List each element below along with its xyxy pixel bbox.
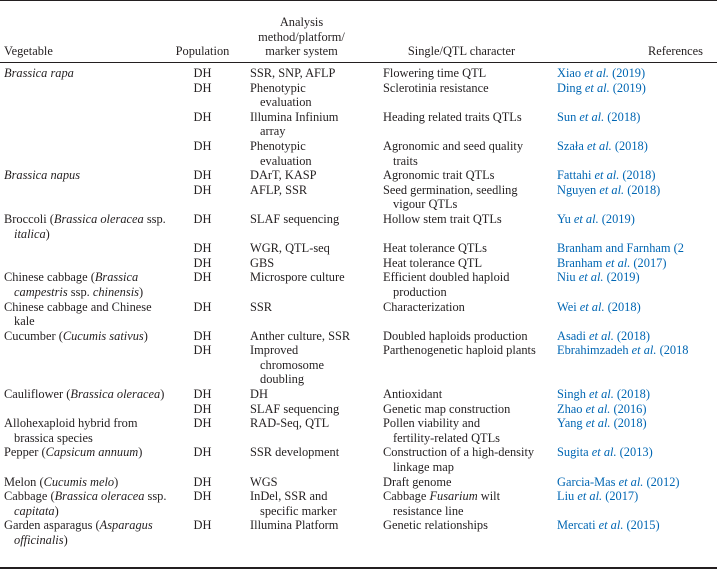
table-row <box>0 256 717 271</box>
table-row <box>0 81 717 110</box>
population-cell: DH <box>193 343 212 358</box>
trait-cell: Cabbage Fusarium wilt resistance line <box>383 489 501 518</box>
reference-link[interactable]: Asadi et al. (2018) <box>557 328 650 343</box>
table-row <box>0 168 717 183</box>
method-cell: GBS <box>250 255 275 270</box>
method-cell: Illumina Platform <box>250 518 339 533</box>
reference-cell[interactable] <box>555 329 717 344</box>
reference-link[interactable]: Garcia-Mas et al. (2012) <box>557 474 680 489</box>
method-cell: SSR, SNP, AFLP <box>250 66 336 80</box>
reference-cell[interactable] <box>555 300 717 329</box>
header-method-line1: Analysis <box>279 15 324 30</box>
reference-cell[interactable] <box>555 81 717 110</box>
method-cell: SSR development <box>250 445 340 460</box>
reference-cell[interactable] <box>555 402 717 417</box>
reference-link[interactable]: Ding et al. (2019) <box>557 80 646 95</box>
table-row <box>0 241 717 256</box>
method-cell: Microspore culture <box>250 270 345 285</box>
population-cell: DH <box>193 109 212 124</box>
method-cell: DArT, KASP <box>250 168 317 183</box>
reference-cell[interactable] <box>555 518 717 547</box>
header-method-line3: marker system <box>265 44 338 59</box>
method-cell: WGR, QTL-seq <box>250 241 330 256</box>
table-row <box>0 387 717 402</box>
trait-cell: Efficient doubled haploid production <box>383 270 510 299</box>
vegetable-cell <box>0 168 170 183</box>
method-cell: Phenotypic evaluation <box>250 138 312 168</box>
method-cell: DH <box>250 387 268 402</box>
header-rule <box>0 62 717 63</box>
table-row <box>0 66 717 81</box>
table-row <box>0 212 717 241</box>
vegetable-cell <box>0 402 170 417</box>
reference-cell[interactable] <box>555 387 717 402</box>
method-cell: Anther culture, SSR <box>250 328 351 343</box>
population-cell: DH <box>193 328 212 343</box>
population-cell: DH <box>193 138 212 153</box>
table-header <box>0 4 717 62</box>
population-cell: DH <box>193 474 212 489</box>
method-cell: SSR <box>250 299 273 314</box>
population-cell: DH <box>193 211 212 226</box>
trait-cell: Draft genome <box>383 474 452 489</box>
reference-cell[interactable] <box>555 183 717 212</box>
trait-cell: Seed germination, seedling vigour QTLs <box>383 182 518 212</box>
population-cell: DH <box>193 299 212 314</box>
table-row <box>0 329 717 344</box>
header-population: Population <box>175 44 230 59</box>
trait-cell: Characterization <box>383 299 465 314</box>
vegetable-cell <box>0 183 170 212</box>
vegetable-cell: Cauliflower (Brassica oleracea) <box>4 387 165 402</box>
reference-link[interactable]: Xiao et al. (2019) <box>557 66 646 80</box>
reference-cell[interactable] <box>555 343 717 387</box>
vegetable-cell: Allohexaploid hybrid from brassica species <box>4 416 138 445</box>
reference-link[interactable]: Wei et al. (2018) <box>557 299 641 314</box>
trait-cell: Parthenogenetic haploid plants <box>383 343 536 358</box>
reference-link[interactable]: Sun et al. (2018) <box>557 109 641 124</box>
population-cell: DH <box>193 66 212 80</box>
vegetable-cell: Pepper (Capsicum annuum) <box>4 445 143 460</box>
table-row <box>0 343 717 387</box>
trait-cell: Flowering time QTL <box>383 66 487 80</box>
reference-link[interactable]: Fattahi et al. (2018) <box>557 168 656 183</box>
reference-link[interactable]: Branham and Farnham (2 <box>557 241 684 256</box>
population-cell: DH <box>193 387 212 402</box>
reference-link[interactable]: Zhao et al. (2016) <box>557 401 647 416</box>
table-row <box>0 270 717 299</box>
table-row <box>0 402 717 417</box>
top-rule <box>0 0 717 1</box>
species-name: Brassica rapa <box>4 66 74 80</box>
population-cell: DH <box>193 445 212 460</box>
reference-cell[interactable] <box>555 110 717 139</box>
population-cell: DH <box>193 401 212 416</box>
table-row <box>0 110 717 139</box>
table-row <box>0 489 717 518</box>
vegetable-cell: Broccoli (Brassica oleracea ssp. italica) <box>4 211 166 241</box>
table-row <box>0 518 717 547</box>
reference-cell[interactable] <box>555 212 717 241</box>
population-cell: DH <box>193 270 212 285</box>
vegetable-cell <box>0 241 170 256</box>
method-cell: Improved chromosome doubling <box>250 343 325 387</box>
population-cell: DH <box>193 416 212 431</box>
trait-cell: Genetic relationships <box>383 518 488 533</box>
table-row <box>0 300 717 329</box>
reference-cell[interactable] <box>555 475 717 490</box>
method-cell: RAD-Seq, QTL <box>250 416 330 431</box>
vegetable-cell <box>0 110 170 139</box>
vegetable-cell <box>0 139 170 168</box>
trait-cell: Genetic map construction <box>383 401 511 416</box>
reference-cell[interactable] <box>555 168 717 183</box>
vegetable-cell <box>0 66 170 81</box>
table-row <box>0 475 717 490</box>
vegetable-cell <box>0 343 170 387</box>
reference-link[interactable]: Niu et al. (2019) <box>557 270 640 285</box>
trait-cell: Heat tolerance QTL <box>383 255 483 270</box>
vegetable-cell: Cucumber (Cucumis sativus) <box>4 328 148 343</box>
vegetable-cell: Chinese cabbage (Brassica campestris ssp. chinensis) <box>4 270 144 299</box>
header-references: References <box>647 44 703 59</box>
population-cell: DH <box>193 168 212 183</box>
population-cell: DH <box>193 241 212 256</box>
header-vegetable: Vegetable <box>4 44 53 59</box>
reference-link[interactable]: Szała et al. (2018) <box>557 138 648 153</box>
reference-cell[interactable] <box>555 270 717 299</box>
species-name: Brassica napus <box>4 168 81 183</box>
population-cell: DH <box>193 489 212 504</box>
header-method <box>235 4 368 62</box>
header-trait: Single/QTL character <box>407 44 516 59</box>
trait-cell: Pollen viability and fertility-related QTLs <box>383 416 500 445</box>
reference-link[interactable]: Yang et al. (2018) <box>557 416 647 431</box>
method-cell: Illumina Infinium array <box>250 109 339 139</box>
vegetable-cell: Melon (Cucumis melo) <box>4 474 119 489</box>
table-row <box>0 139 717 168</box>
reference-link[interactable]: Ebrahimzadeh et al. (2018 <box>557 343 689 358</box>
population-cell: DH <box>193 255 212 270</box>
trait-cell: Antioxidant <box>383 387 443 402</box>
trait-cell: Doubled haploids production <box>383 328 528 343</box>
vegetable-cell: Chinese cabbage and Chinese kale <box>4 299 152 329</box>
reference-link[interactable]: Sugita et al. (2013) <box>557 445 653 460</box>
reference-link[interactable]: Yu et al. (2019) <box>557 211 635 226</box>
method-cell: InDel, SSR and specific marker <box>250 489 337 518</box>
reference-link[interactable]: Singh et al. (2018) <box>557 387 650 402</box>
population-cell: DH <box>193 80 212 95</box>
vegetable-cell: Garden asparagus (Asparagus officinalis) <box>4 518 153 547</box>
reference-cell[interactable] <box>555 256 717 271</box>
trait-cell: Construction of a high-density linkage map <box>383 445 535 475</box>
method-cell: WGS <box>250 474 278 489</box>
reference-cell[interactable] <box>555 139 717 168</box>
reference-link[interactable]: Mercati et al. (2015) <box>557 518 660 533</box>
trait-cell: Agronomic trait QTLs <box>383 168 495 183</box>
table-row <box>0 445 717 474</box>
vegetable-cell <box>0 256 170 271</box>
reference-cell[interactable] <box>555 66 717 81</box>
trait-cell: Agronomic and seed quality traits <box>383 138 524 168</box>
population-cell: DH <box>193 518 212 533</box>
table-row <box>0 183 717 212</box>
reference-link[interactable]: Liu et al. (2017) <box>557 489 639 504</box>
reference-cell[interactable] <box>555 416 717 445</box>
trait-cell: Heat tolerance QTLs <box>383 241 487 256</box>
method-cell: Phenotypic evaluation <box>250 80 312 110</box>
vegetable-cell <box>0 81 170 110</box>
bottom-rule <box>0 567 717 569</box>
table-row <box>0 416 717 445</box>
table-body <box>0 66 717 548</box>
vegetable-cell: Cabbage (Brassica oleracea ssp. capitata) <box>4 489 167 518</box>
reference-link[interactable]: Branham et al. (2017) <box>557 255 667 270</box>
method-cell: AFLP, SSR <box>250 182 308 197</box>
reference-link[interactable]: Nguyen et al. (2018) <box>557 182 661 197</box>
header-method-line2: method/platform/ <box>258 29 345 44</box>
trait-cell: Heading related traits QTLs <box>383 109 522 124</box>
population-cell: DH <box>193 182 212 197</box>
reference-cell[interactable] <box>555 445 717 474</box>
method-cell: SLAF sequencing <box>250 401 340 416</box>
method-cell: SLAF sequencing <box>250 211 340 226</box>
reference-cell[interactable] <box>555 241 717 256</box>
reference-cell[interactable] <box>555 489 717 518</box>
trait-cell: Sclerotinia resistance <box>383 80 489 95</box>
trait-cell: Hollow stem trait QTLs <box>383 211 502 226</box>
